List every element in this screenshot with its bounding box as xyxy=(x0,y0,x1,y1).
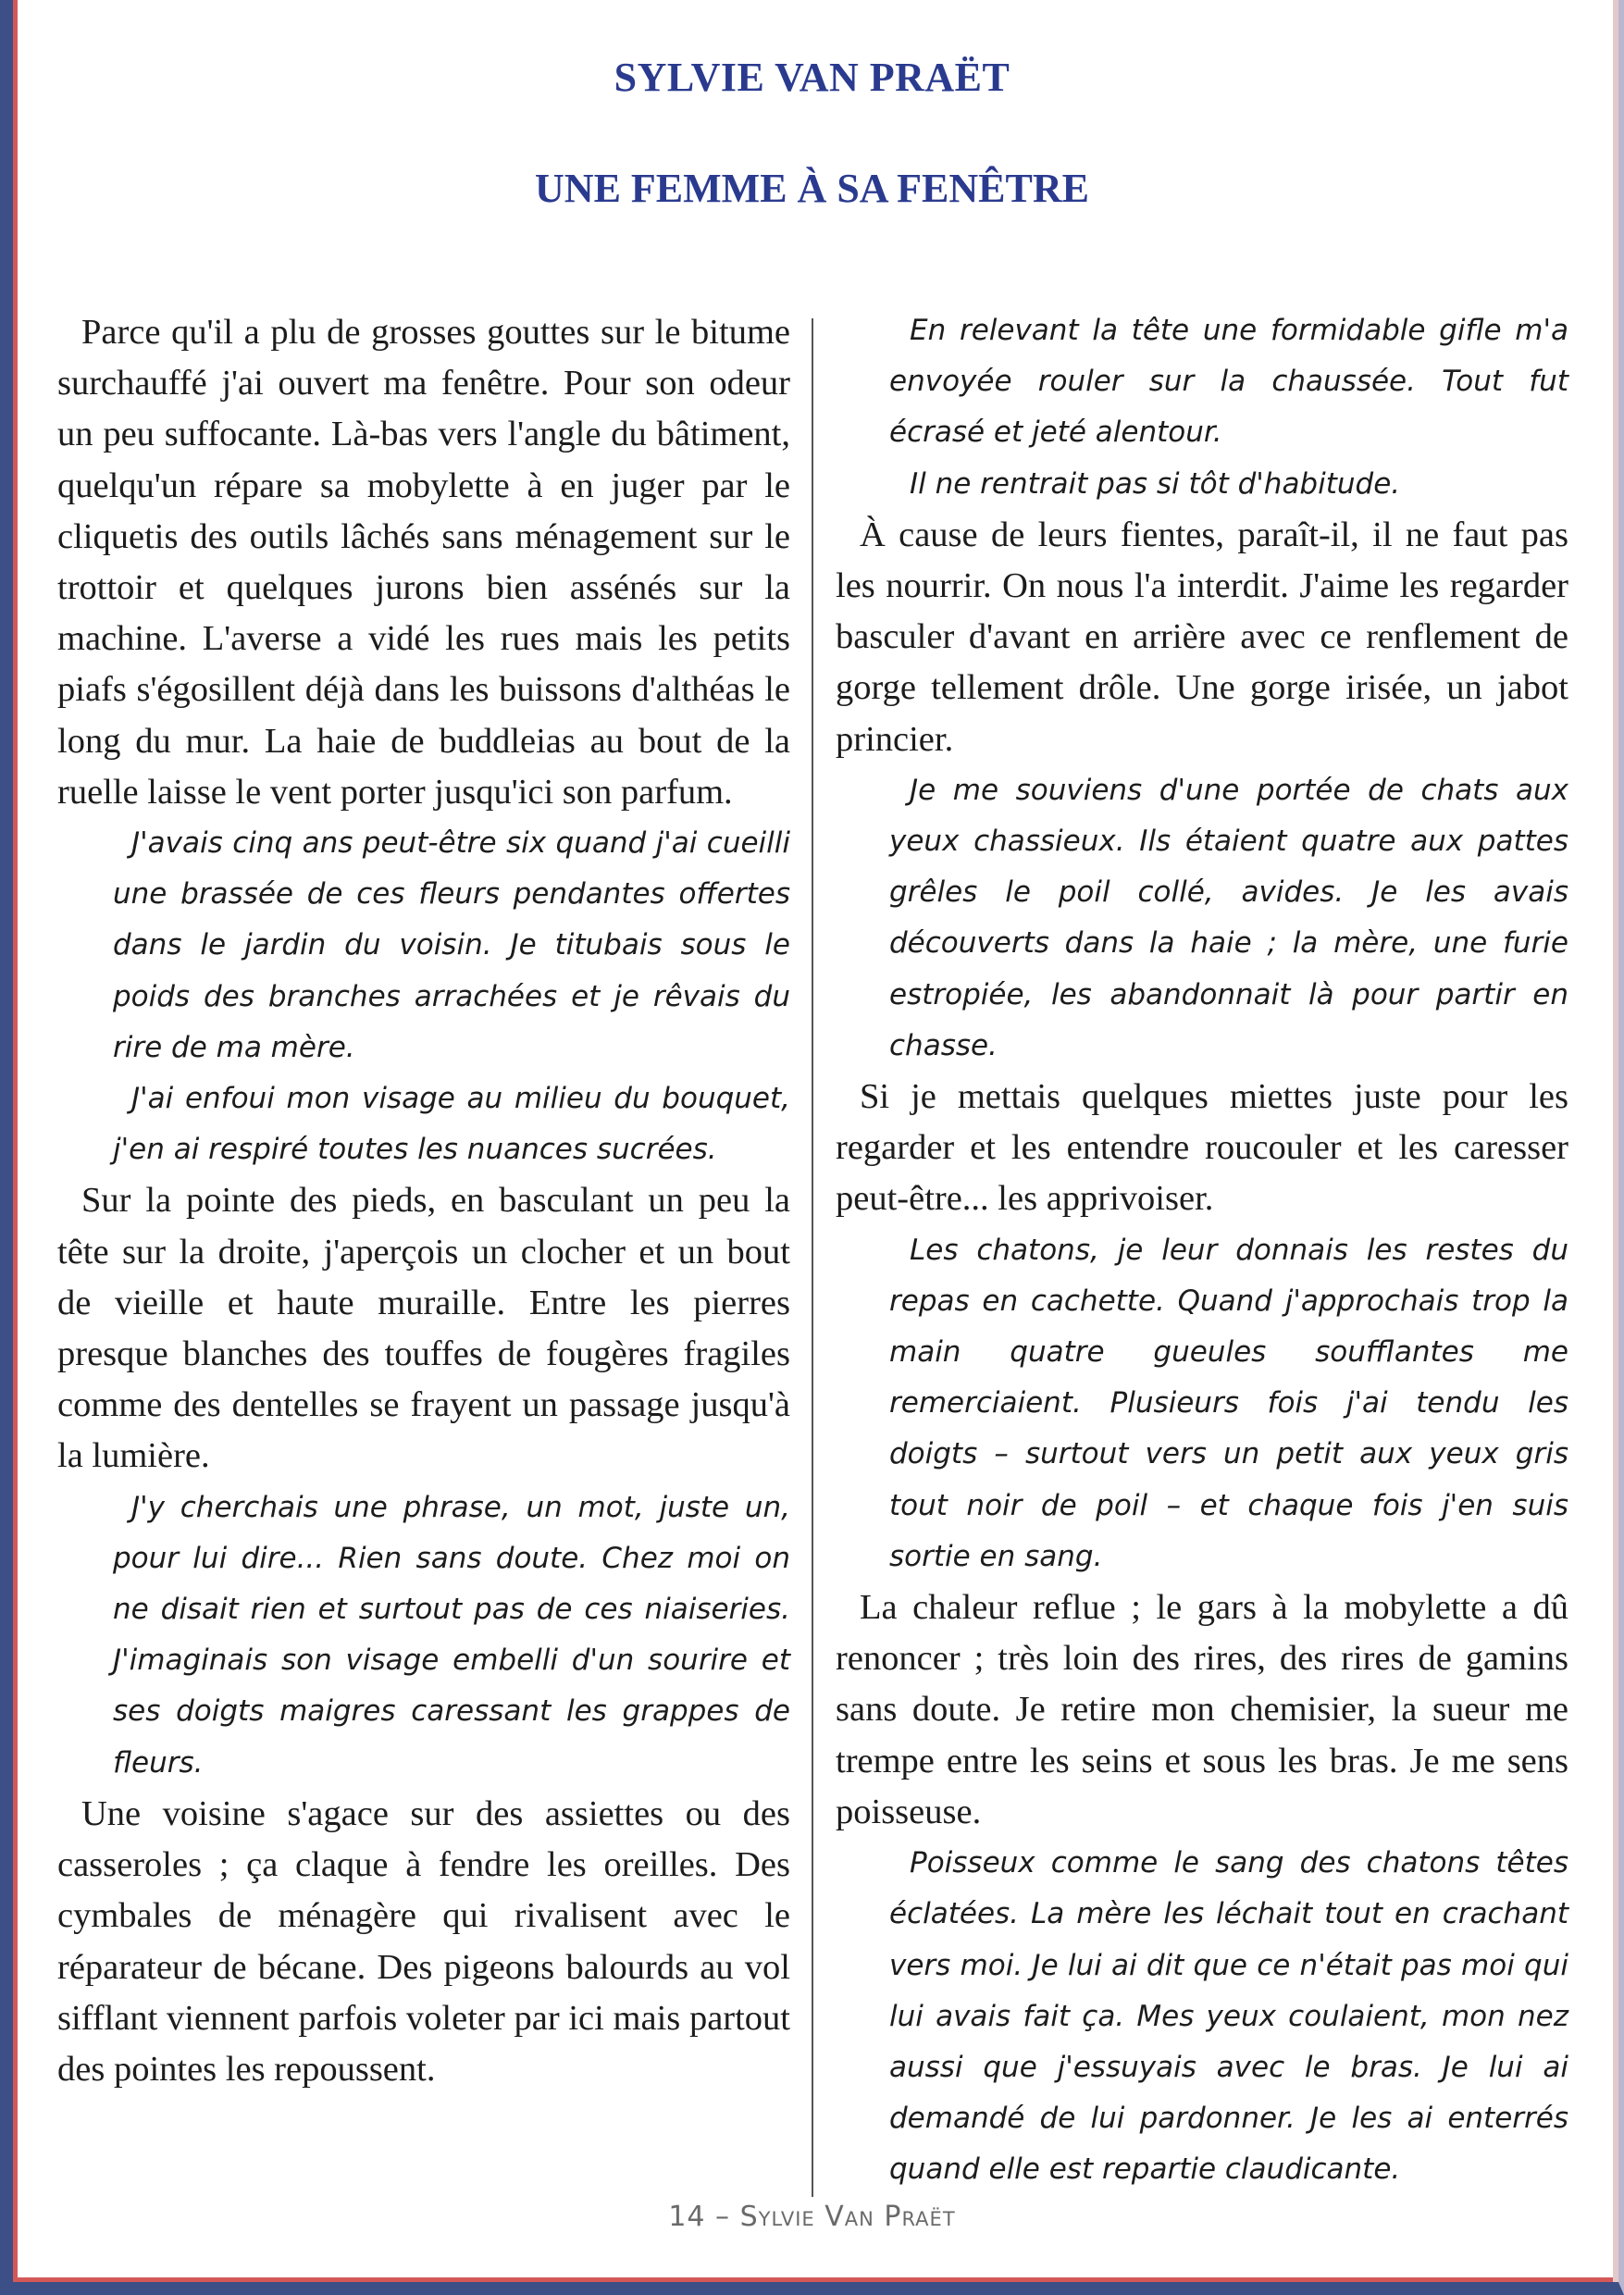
paragraph: Sur la pointe des pieds, en basculant un peu la tête sur la droite, j'aperçois un clocher et un bout de vieille et haute muraille. Entre les pierres presque blanches des touffes de fougères fragiles comme des dentelles se frayent un passage jusqu'à la lumière. xyxy=(57,1181,790,1476)
paragraph: À cause de leurs fientes, paraît-il, il ne faut pas les nourrir. On nous l'a interdit. J'aime les regarder basculer d'avant en arrière avec ce renflement de gorge tellement drôle. Une gorge irisée, un jabot princier. xyxy=(836,515,1568,759)
story-title: UNE FEMME À SA FENÊTRE xyxy=(535,166,1089,211)
page-footer: 14 – Sylvie Van Praët xyxy=(668,2201,956,2233)
author-name: SYLVIE VAN PRAËT xyxy=(614,55,1010,100)
paragraph: La chaleur reflue ; le gars à la mobylette a dû renoncer ; très loin des rires, des rires de gamins sans doute. Je retire mon chemisier, la sueur me trempe entre les seins et sous les bras. Je me sens poisseuse. xyxy=(836,1588,1568,1831)
italic-memory: Il ne rentrait pas si tôt d'habitude. xyxy=(910,466,1401,501)
italic-memory: J'ai enfoui mon visage au milieu du bouquet, j'en ai respiré toutes les nuances sucrées. xyxy=(113,1082,790,1167)
italic-memory: Poisseux comme le sang des chatons têtes éclatées. La mère les léchait tout en crachant vers moi. Je lui ai dit que ce n'était pas moi qui lui avais fait ça. Mes yeux coulaient, mon nez aussi que j'essuyais avec le bras. Je lui ai demandé de lui pardonner. Je les ai enterrés quand elle est repartie claudicante. xyxy=(889,1846,1568,2187)
paragraph: Une voisine s'agace sur des assiettes ou des casseroles ; ça claque à fendre les oreilles. Des cymbales de ménagère qui rivalisent avec le réparateur de bécane. Des pigeons balourds au vol sifflant viennent parfois voleter par ici mais partout des pointes les repoussent. xyxy=(57,1793,790,2089)
column-divider xyxy=(812,318,813,2197)
italic-memory: J'avais cinq ans peut-être six quand j'ai cueilli une brassée de ces fleurs pendantes offertes dans le jardin du voisin. Je titubais sous le poids des branches arrachées et je rêvais du rire de ma mère. xyxy=(113,826,790,1064)
italic-memory: Je me souviens d'une portée de chats aux yeux chassieux. Ils étaient quatre aux pattes grêles le poil collé, avides. Je les avais découverts dans la haie ; la mère, une furie estropiée, les abandonnait là pour partir en chasse. xyxy=(889,773,1568,1062)
right-column xyxy=(836,305,1568,2196)
page-border-accent-left xyxy=(13,0,18,2282)
page-border-accent-right xyxy=(1613,0,1618,2282)
paragraph: Parce qu'il a plu de grosses gouttes sur le bitume surchauffé j'ai ouvert ma fenêtre. Pour son odeur un peu suffocante. Là-bas vers l'angle du bâtiment, quelqu'un répare sa mobylette à en juger par le cliquetis des outils lâchés sans ménagement sur le trottoir et quelques jurons bien assénés sur la machine. L'averse a vidé les rues mais les petits piafs s'égosillent déjà dans les buissons d'althéas le long du mur. La haie de buddleias au bout de la ruelle laisse le vent porter jusqu'ici son parfum. xyxy=(57,313,790,812)
italic-memory: J'y cherchais une phrase, un mot, juste un, pour lui dire... Rien sans doute. Chez moi on ne disait rien et surtout pas de ces niaiseries. J'imaginais son visage embelli d'un sourire et ses doigts maigres caressant les grappes de fleurs. xyxy=(113,1490,790,1780)
left-column xyxy=(57,307,790,2095)
paragraph: Si je mettais quelques miettes juste pour les regarder et les entendre roucouler et les caresser peut-être... les apprivoiser. xyxy=(836,1077,1568,1219)
italic-memory: En relevant la tête une formidable gifle m'a envoyée rouler sur la chaussée. Tout fut écrasé et jeté alentour. xyxy=(889,314,1568,450)
italic-memory: Les chatons, je leur donnais les restes du repas en cachette. Quand j'approchais trop la main quatre gueules soufflantes me remerciaient. Plusieurs fois j'ai tendu les doigts – surtout vers un petit aux yeux gris tout noir de poil – et chaque fois j'en suis sortie en sang. xyxy=(889,1233,1568,1573)
page-border-accent-bottom xyxy=(13,2277,1618,2282)
